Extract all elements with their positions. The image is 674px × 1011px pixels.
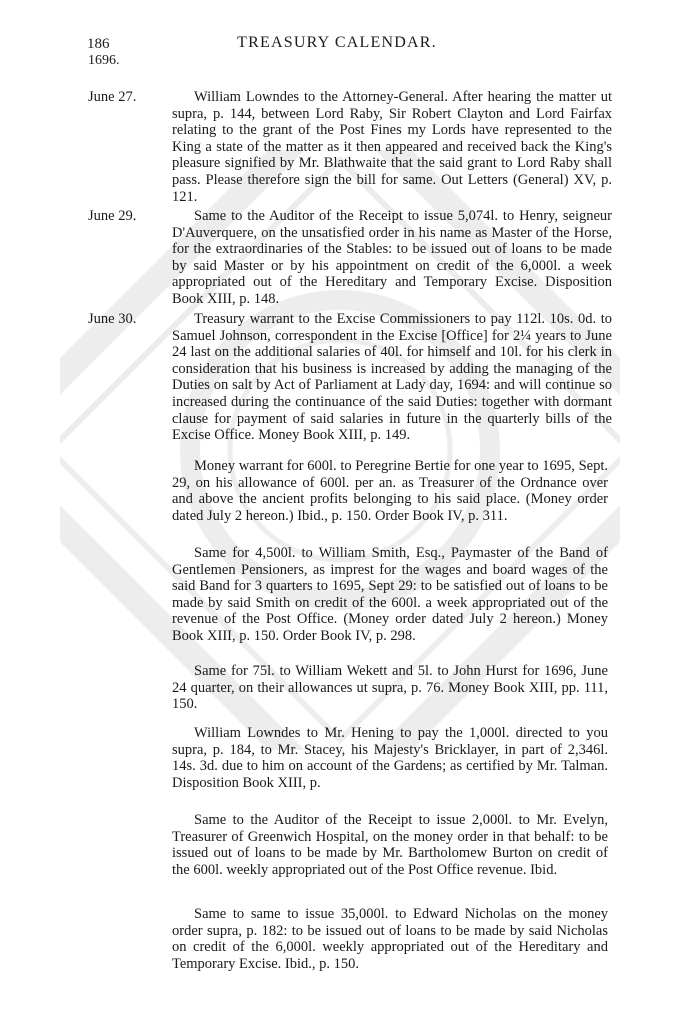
entry-date: June 27. [88,89,137,105]
paragraph: Money warrant for 600l. to Peregrine Bertie for one year to 1695, Sept. 29, on his allowance of 600l. per an. as Treasurer of the Ordnance over and above the ancient profits belonging to his said place. (Money order dated July 2 hereon.) Ibid., p. 150. Order Book IV, p. 311. [172,458,608,524]
year-marker: 1696. [88,53,120,68]
paragraph: Same for 75l. to William Wekett and 5l. to John Hurst for 1696, June 24 quarter, on their allowances ut supra, p. 76. Money Book XIII, pp. 111, 150. [172,663,608,713]
page-number: 186 [87,36,110,52]
entry-date: June 29. [88,208,137,224]
entry-text: Treasury warrant to the Excise Commissioners to pay 112l. 10s. 0d. to Samuel Johnson, correspondent in the Excise [Office] for 2¼ years to June 24 last on the additional salaries of 40l. for himself and 10l. for his clerk in consideration that his business is increased by adding the managing of the Duties on salt by Act of Parliament at Lady day, 1694: and will continue so increased during the continuance of the said Duties: together with dormant clause for payment of said salaries in future in the quarterly bills of the Excise Office. Money Book XIII, p. 149. [172,311,612,444]
entry-text: Same to the Auditor of the Receipt to issue 5,074l. to Henry, seigneur D'Auverquere, on the unsatisfied order in his name as Master of the Horse, for the extraordinaries of the Stables: to be issued out of loans to be made by said Master or by his appointment on credit of the 6,000l. a week appropriated out of the Hereditary and Temporary Excise. Disposition Book XIII, p. 148. [172,208,612,307]
entry-date: June 30. [88,311,137,327]
running-title: TREASURY CALENDAR. [237,34,437,51]
paragraph: Same to same to issue 35,000l. to Edward Nicholas on the money order supra, p. 182: to be issued out of loans to be made by said Nicholas on credit of the 6,000l. weekly appropriated out of the Hereditary and Temporary Excise. Ibid., p. 150. [172,906,608,972]
paragraph: Same to the Auditor of the Receipt to issue 2,000l. to Mr. Evelyn, Treasurer of Greenwich Hospital, on the money order in that behalf: to be issued out of loans to be made by Mr. Bartholomew Burton on credit of the 600l. weekly appropriated out of the Post Office revenue. Ibid. [172,812,608,878]
paragraph: Same for 4,500l. to William Smith, Esq., Paymaster of the Band of Gentlemen Pensioners, as imprest for the wages and board wages of the said Band for 3 quarters to 1695, Sept 29: to be satisfied out of loans to be made by said Smith on credit of the 600l. a week appropriated out of the revenue of the Post Office. (Money order dated July 2 hereon.) Money Book XIII, p. 150. Order Book IV, p. 298. [172,545,608,644]
entry-text: William Lowndes to the Attorney-General. After hearing the matter ut supra, p. 144, between Lord Raby, Sir Robert Clayton and Lord Fairfax relating to the grant of the Post Fines my Lords have represented to the King a state of the matter as it then appeared and received back the King's pleasure signified by Mr. Blathwaite that the said grant to Lord Raby shall pass. Please therefore sign the bill for same. Out Letters (General) XV, p. 121. [172,89,612,205]
paragraph: William Lowndes to Mr. Hening to pay the 1,000l. directed to you supra, p. 184, to Mr. Stacey, his Majesty's Bricklayer, in part of 2,346l. 14s. 3d. due to him on account of the Gardens; as certified by Mr. Talman. Disposition Book XIII, p. [172,725,608,791]
